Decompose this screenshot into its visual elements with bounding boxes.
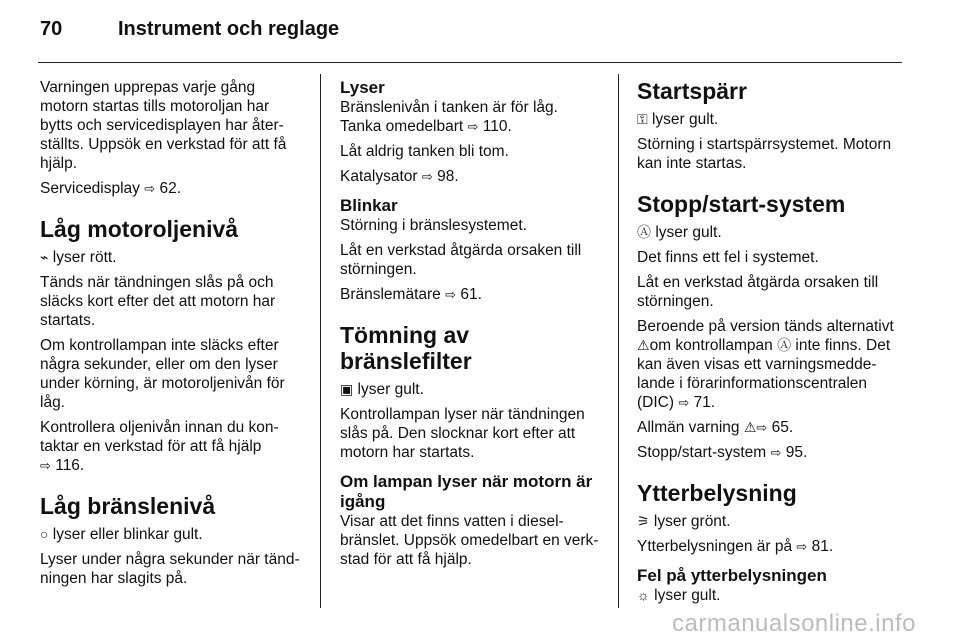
page-ref-arrow-icon: ⇨ [796, 539, 808, 554]
status-text: lyser gult. [357, 381, 424, 398]
page-ref[interactable]: 65. [771, 419, 794, 436]
paragraph: Störning i bränslesystemet. [340, 217, 527, 234]
page-ref-arrow-icon: ⇨ [756, 420, 768, 435]
page-ref[interactable]: 110. [482, 118, 512, 135]
text: Bränslemätare [340, 286, 441, 303]
text: Kontrollera oljenivån innan du kon-taktar en verkstad för att få hjälp [40, 419, 279, 455]
paragraph [637, 586, 905, 605]
column-divider [618, 74, 619, 608]
section-heading: Stopp/start-system [637, 191, 846, 217]
page-number: 70 [40, 18, 63, 40]
status-text: lyser gult. [654, 587, 721, 604]
bulb-fault-icon: ☼ [637, 587, 650, 603]
paragraph: Det finns ett fel i systemet. [637, 249, 819, 266]
text: Bränslenivån i tanken är för låg. Tanka omedelbart [340, 99, 558, 135]
stop-start-icon: Ⓐ [777, 337, 792, 353]
subsection-heading: Om lampan lyser när motorn är igång [340, 472, 593, 511]
column-1 [40, 78, 302, 594]
warning-triangle-icon: ⚠ [743, 419, 757, 435]
page-ref[interactable]: 95. [785, 444, 808, 461]
paragraph [637, 223, 905, 242]
exterior-light-icon: ⚞ [637, 513, 650, 529]
paragraph: Visar att det finns vatten i diesel-bränslet. Uppsök omedelbart en verk-stad för att få hjälp. [340, 513, 599, 568]
text: om kontrollampan [649, 337, 773, 354]
page-ref[interactable]: 71. [693, 394, 716, 411]
page-ref-arrow-icon: ⇨ [770, 445, 782, 460]
paragraph: Låt aldrig tanken bli tom. [340, 143, 509, 160]
stop-start-icon: Ⓐ [637, 224, 651, 240]
paragraph: Låt en verkstad åtgärda orsaken till störningen. [637, 274, 879, 310]
page-ref-arrow-icon: ⇨ [678, 395, 690, 410]
page-ref[interactable]: 62. [159, 180, 182, 197]
section-heading: Låg motoroljenivå [40, 216, 239, 242]
paragraph [340, 380, 602, 399]
status-text: lyser rött. [52, 249, 117, 266]
paragraph [637, 443, 905, 462]
page-ref[interactable]: 81. [811, 538, 834, 555]
paragraph [340, 285, 602, 304]
page-header [40, 18, 339, 41]
paragraph [40, 179, 302, 198]
page-ref-arrow-icon: ⇨ [144, 181, 156, 196]
page-ref[interactable]: 61. [460, 286, 482, 303]
text: inte finns. Det kan även visas ett varningsmedde-lande i förarinformationscentralen (DIC) [637, 337, 891, 411]
ref-text: Servicedisplay [40, 180, 140, 197]
text: Stopp/start-system [637, 444, 767, 461]
paragraph: Störning i startspärrsystemet. Motorn kan inte startas. [637, 136, 892, 172]
page-title: Instrument och reglage [118, 18, 340, 40]
paragraph [340, 98, 602, 136]
paragraph: Kontrollampan lyser när tändningen slås på. Den slocknar kort efter att motorn har startats. [340, 406, 585, 461]
paragraph: Tänds när tändningen slås på och släcks kort efter det att motorn har startats. [40, 274, 276, 329]
page-ref[interactable]: 116. [55, 457, 85, 474]
paragraph [637, 317, 905, 412]
paragraph [40, 525, 302, 544]
immobilizer-icon: ⚿ [637, 111, 648, 127]
warning-triangle-icon: ⚠ [637, 337, 650, 353]
paragraph [637, 110, 905, 129]
paragraph [637, 537, 905, 556]
fuel-filter-icon: ▣ [340, 381, 354, 397]
paragraph: Låt en verkstad åtgärda orsaken till störningen. [340, 242, 582, 278]
page-ref[interactable]: 98. [437, 168, 459, 185]
subsection-heading: Lyser [340, 78, 385, 97]
section-heading: Låg bränslenivå [40, 493, 216, 519]
oil-can-icon: ⌁ [40, 249, 49, 265]
text: Beroende på version tänds alternativt [637, 318, 894, 335]
subsection-heading: Fel på ytterbelysningen [637, 566, 827, 585]
section-heading: Ytterbelysning [637, 480, 797, 506]
paragraph: Om kontrollampan inte släcks efter några sekunder, eller om den lyser under körning, är motoroljenivån för låg. [40, 337, 285, 411]
paragraph: Lyser under några sekunder när tänd-ningen har slagits på. [40, 551, 300, 587]
page-ref-arrow-icon: ⇨ [467, 119, 479, 134]
page-ref-arrow-icon: ⇨ [445, 287, 457, 302]
status-text: lyser gult. [655, 224, 722, 241]
section-heading: Tömning av bränslefilter [340, 322, 472, 374]
status-text: lyser grönt. [653, 513, 731, 530]
paragraph [340, 167, 602, 186]
subsection-heading: Blinkar [340, 196, 398, 215]
column-divider [320, 74, 321, 608]
paragraph [637, 512, 905, 531]
header-rule [38, 62, 902, 63]
text: Allmän varning [637, 419, 740, 436]
page-ref-arrow-icon: ⇨ [421, 169, 433, 184]
page-ref-arrow-icon: ⇨ [40, 458, 51, 473]
status-text: lyser eller blinkar gult. [52, 526, 203, 543]
text: Ytterbelysningen är på [637, 538, 793, 555]
column-2 [340, 78, 602, 575]
watermark: carmanualsonline.info [672, 610, 916, 637]
fuel-pump-icon: ○ [40, 526, 49, 542]
section-heading: Startspärr [637, 78, 747, 104]
status-text: lyser gult. [651, 111, 719, 128]
paragraph [40, 248, 302, 267]
paragraph [40, 418, 302, 475]
column-3 [637, 78, 905, 611]
text: Katalysator [340, 168, 418, 185]
paragraph [637, 418, 905, 437]
paragraph: Varningen upprepas varje gång motorn startas tills motoroljan har bytts och servicedisplayen har åter-ställts. Uppsök en verkstad för att få hjälp. [40, 79, 287, 172]
